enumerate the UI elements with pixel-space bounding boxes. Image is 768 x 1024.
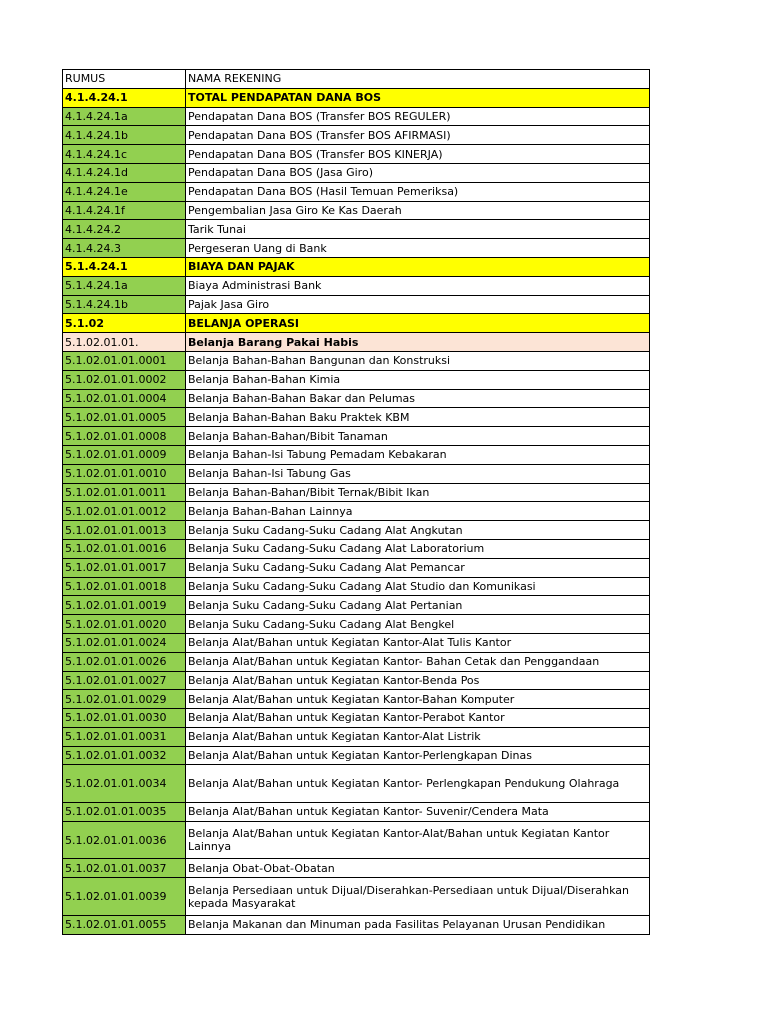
account-name-cell[interactable]: BELANJA OPERASI [186,314,650,333]
section-total-row [63,314,650,333]
account-name-cell[interactable]: Belanja Alat/Bahan untuk Kegiatan Kantor- Perlengkapan Pendukung Olahraga [186,765,650,803]
account-row [63,633,650,652]
account-code-cell[interactable]: 5.1.02.01.01.0026 [63,652,186,671]
account-name-cell[interactable]: TOTAL PENDAPATAN DANA BOS [186,88,650,107]
account-code-cell[interactable]: 5.1.4.24.1 [63,257,186,276]
account-row [63,107,650,126]
account-name-cell[interactable]: Belanja Bahan-Bahan Bangunan dan Konstruksi [186,351,650,370]
account-code-cell[interactable]: 4.1.4.24.1c [63,145,186,164]
account-row [63,445,650,464]
account-code-cell[interactable]: 5.1.02.01.01. [63,333,186,352]
account-code-cell[interactable]: 5.1.02.01.01.0002 [63,370,186,389]
account-name-cell[interactable]: Biaya Administrasi Bank [186,276,650,295]
account-row [63,464,650,483]
account-code-cell[interactable]: 5.1.4.24.1a [63,276,186,295]
account-name-cell[interactable]: Belanja Alat/Bahan untuk Kegiatan Kantor-Alat/Bahan untuk Kegiatan Kantor Lainnya [186,821,650,859]
account-code-cell[interactable]: 5.1.02.01.01.0032 [63,746,186,765]
account-code-cell[interactable]: 5.1.4.24.1b [63,295,186,314]
account-code-table [62,69,650,935]
account-row [63,709,650,728]
account-row [63,727,650,746]
account-row [63,615,650,634]
column-header-nama-rekening[interactable]: NAMA REKENING [186,70,650,89]
account-code-cell[interactable]: 4.1.4.24.2 [63,220,186,239]
account-code-cell[interactable]: 5.1.02.01.01.0030 [63,709,186,728]
account-name-cell[interactable]: Pendapatan Dana BOS (Transfer BOS KINERJA) [186,145,650,164]
account-code-cell[interactable]: 5.1.02.01.01.0001 [63,351,186,370]
account-name-cell[interactable]: Belanja Bahan-Bahan Kimia [186,370,650,389]
account-code-cell[interactable]: 4.1.4.24.1f [63,201,186,220]
account-name-cell[interactable]: Pajak Jasa Giro [186,295,650,314]
account-row [63,558,650,577]
account-name-cell[interactable]: Belanja Suku Cadang-Suku Cadang Alat Laboratorium [186,539,650,558]
account-name-cell[interactable]: Pendapatan Dana BOS (Hasil Temuan Pemeriksa) [186,182,650,201]
account-row [63,690,650,709]
account-row [63,596,650,615]
account-row [63,163,650,182]
account-row [63,821,650,859]
account-code-cell[interactable]: 5.1.02 [63,314,186,333]
account-row [63,276,650,295]
account-row [63,239,650,258]
account-name-cell[interactable]: Belanja Bahan-Bahan Lainnya [186,502,650,521]
account-code-cell[interactable]: 5.1.02.01.01.0017 [63,558,186,577]
account-row [63,182,650,201]
account-name-cell[interactable]: BIAYA DAN PAJAK [186,257,650,276]
account-name-cell[interactable]: Belanja Suku Cadang-Suku Cadang Alat Pemancar [186,558,650,577]
table-body [63,70,650,935]
account-code-cell[interactable]: 5.1.02.01.01.0005 [63,408,186,427]
account-code-cell[interactable]: 5.1.02.01.01.0027 [63,671,186,690]
account-row [63,878,650,916]
account-code-cell[interactable]: 5.1.02.01.01.0035 [63,803,186,822]
account-row [63,539,650,558]
account-code-cell[interactable]: 5.1.02.01.01.0019 [63,596,186,615]
subgroup-row [63,333,650,352]
section-total-row [63,257,650,276]
account-row [63,126,650,145]
account-name-cell[interactable]: Pendapatan Dana BOS (Transfer BOS AFIRMASI) [186,126,650,145]
account-name-cell[interactable]: Belanja Obat-Obat-Obatan [186,859,650,878]
account-row [63,859,650,878]
account-row [63,389,650,408]
account-code-cell[interactable]: 5.1.02.01.01.0010 [63,464,186,483]
account-code-cell[interactable]: 5.1.02.01.01.0011 [63,483,186,502]
account-name-cell[interactable]: Belanja Alat/Bahan untuk Kegiatan Kantor-Benda Pos [186,671,650,690]
account-name-cell[interactable]: Pergeseran Uang di Bank [186,239,650,258]
account-row [63,145,650,164]
account-name-cell[interactable]: Belanja Alat/Bahan untuk Kegiatan Kantor-Alat Tulis Kantor [186,633,650,652]
account-name-cell[interactable]: Belanja Alat/Bahan untuk Kegiatan Kantor-Alat Listrik [186,727,650,746]
account-code-cell[interactable]: 5.1.02.01.01.0013 [63,521,186,540]
account-name-cell[interactable]: Belanja Bahan-Bahan Bakar dan Pelumas [186,389,650,408]
header-row [63,70,650,89]
account-code-cell[interactable]: 4.1.4.24.1e [63,182,186,201]
account-name-cell[interactable]: Belanja Bahan-Bahan/Bibit Tanaman [186,427,650,446]
account-code-cell[interactable]: 5.1.02.01.01.0024 [63,633,186,652]
account-row [63,483,650,502]
account-code-cell[interactable]: 4.1.4.24.1d [63,163,186,182]
account-name-cell[interactable]: Pendapatan Dana BOS (Jasa Giro) [186,163,650,182]
account-name-cell[interactable]: Belanja Bahan-Bahan Baku Praktek KBM [186,408,650,427]
account-code-cell[interactable]: 5.1.02.01.01.0036 [63,821,186,859]
account-name-cell[interactable]: Belanja Alat/Bahan untuk Kegiatan Kantor-Perlengkapan Dinas [186,746,650,765]
account-code-cell[interactable]: 5.1.02.01.01.0008 [63,427,186,446]
account-name-cell[interactable]: Belanja Suku Cadang-Suku Cadang Alat Pertanian [186,596,650,615]
account-row [63,652,650,671]
account-row [63,351,650,370]
account-code-cell[interactable]: 5.1.02.01.01.0031 [63,727,186,746]
account-name-cell[interactable]: Belanja Barang Pakai Habis [186,333,650,352]
account-row [63,370,650,389]
account-code-cell[interactable]: 5.1.02.01.01.0016 [63,539,186,558]
account-row [63,427,650,446]
account-code-cell[interactable]: 5.1.02.01.01.0055 [63,915,186,934]
account-row [63,671,650,690]
account-code-cell[interactable]: 5.1.02.01.01.0012 [63,502,186,521]
account-row [63,408,650,427]
account-row [63,803,650,822]
account-name-cell[interactable]: Belanja Alat/Bahan untuk Kegiatan Kantor-Bahan Komputer [186,690,650,709]
account-name-cell[interactable]: Pengembalian Jasa Giro Ke Kas Daerah [186,201,650,220]
account-code-cell[interactable]: 5.1.02.01.01.0018 [63,577,186,596]
account-code-cell[interactable]: 5.1.02.01.01.0034 [63,765,186,803]
account-code-cell[interactable]: 5.1.02.01.01.0020 [63,615,186,634]
account-row [63,765,650,803]
account-row [63,502,650,521]
account-name-cell[interactable]: Belanja Suku Cadang-Suku Cadang Alat Angkutan [186,521,650,540]
account-code-cell[interactable]: 5.1.02.01.01.0004 [63,389,186,408]
account-row [63,577,650,596]
account-name-cell[interactable]: Belanja Bahan-Isi Tabung Pemadam Kebakaran [186,445,650,464]
account-name-cell[interactable]: Belanja Suku Cadang-Suku Cadang Alat Bengkel [186,615,650,634]
account-code-cell[interactable]: 4.1.4.24.1b [63,126,186,145]
account-row [63,915,650,934]
account-name-cell[interactable]: Tarik Tunai [186,220,650,239]
account-name-cell[interactable]: Belanja Makanan dan Minuman pada Fasilitas Pelayanan Urusan Pendidikan [186,915,650,934]
account-name-cell[interactable]: Belanja Persediaan untuk Dijual/Diserahkan-Persediaan untuk Dijual/Diserahkan kepada Masyarakat [186,878,650,916]
account-code-cell[interactable]: 4.1.4.24.1a [63,107,186,126]
account-name-cell[interactable]: Pendapatan Dana BOS (Transfer BOS REGULER) [186,107,650,126]
account-code-cell[interactable]: 5.1.02.01.01.0009 [63,445,186,464]
account-row [63,521,650,540]
account-name-cell[interactable]: Belanja Bahan-Isi Tabung Gas [186,464,650,483]
account-code-cell[interactable]: 5.1.02.01.01.0039 [63,878,186,916]
account-code-cell[interactable]: 4.1.4.24.3 [63,239,186,258]
account-name-cell[interactable]: Belanja Bahan-Bahan/Bibit Ternak/Bibit Ikan [186,483,650,502]
account-row [63,220,650,239]
account-code-cell[interactable]: 5.1.02.01.01.0029 [63,690,186,709]
section-total-row [63,88,650,107]
account-code-cell[interactable]: 4.1.4.24.1 [63,88,186,107]
account-row [63,295,650,314]
account-name-cell[interactable]: Belanja Alat/Bahan untuk Kegiatan Kantor- Suvenir/Cendera Mata [186,803,650,822]
column-header-rumus[interactable]: RUMUS [63,70,186,89]
account-row [63,201,650,220]
account-name-cell[interactable]: Belanja Suku Cadang-Suku Cadang Alat Studio dan Komunikasi [186,577,650,596]
account-code-cell[interactable]: 5.1.02.01.01.0037 [63,859,186,878]
account-name-cell[interactable]: Belanja Alat/Bahan untuk Kegiatan Kantor-Perabot Kantor [186,709,650,728]
account-name-cell[interactable]: Belanja Alat/Bahan untuk Kegiatan Kantor- Bahan Cetak dan Penggandaan [186,652,650,671]
account-row [63,746,650,765]
